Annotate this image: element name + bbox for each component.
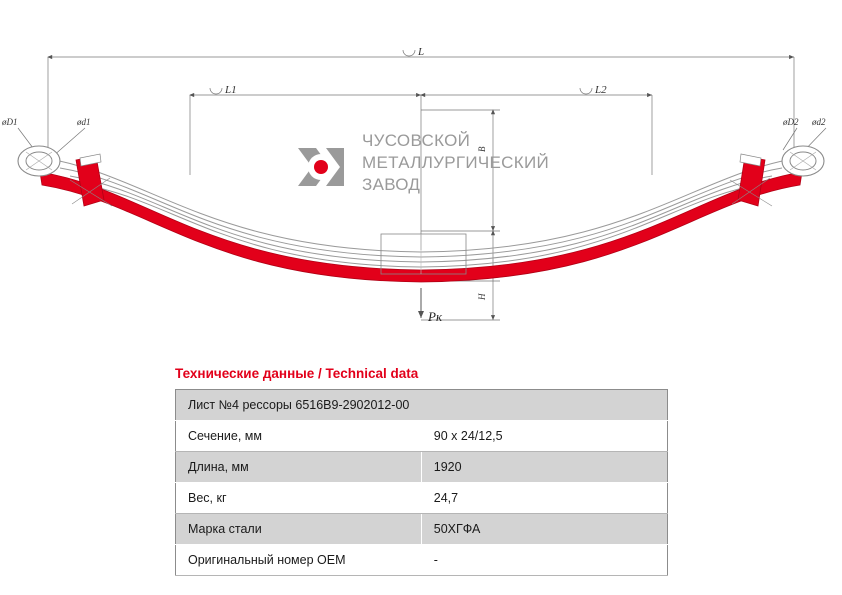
dim-label-d1: ød1 <box>77 117 91 127</box>
watermark-line-3: ЗАВОД <box>362 175 421 194</box>
centre-seat <box>381 234 466 274</box>
table-row <box>176 452 668 483</box>
row-label-section: Сечение, мм <box>176 421 422 452</box>
row-value-oem: - <box>421 545 667 576</box>
load-arrow <box>421 288 443 324</box>
dim-label-H: H <box>477 293 487 300</box>
watermark-line-1: ЧУСОВСКОЙ <box>362 131 471 150</box>
row-value-weight: 24,7 <box>421 483 667 514</box>
row-value-steel-grade: 50ХГФА <box>421 514 667 545</box>
dim-label-L1: L1 <box>225 84 237 96</box>
row-label-steel-grade: Марка стали <box>176 514 422 545</box>
table-row <box>176 545 668 576</box>
height-dimensions <box>421 110 500 320</box>
dim-label-L2: L2 <box>595 84 607 96</box>
technical-data-title: Технические данные / Technical data <box>175 366 419 381</box>
dim-label-D1: øD1 <box>2 117 18 127</box>
row-label-weight: Вес, кг <box>176 483 422 514</box>
technical-data-table <box>175 389 668 576</box>
arc-symbols <box>210 50 592 94</box>
row-value-section: 90 х 24/12,5 <box>421 421 667 452</box>
row-label-oem: Оригинальный номер ОЕМ <box>176 545 422 576</box>
right-eye <box>782 146 824 176</box>
table-row <box>176 514 668 545</box>
dim-label-L: L <box>418 46 425 58</box>
load-label: Pк <box>428 309 443 324</box>
technical-data-section <box>175 366 668 576</box>
left-eye <box>18 146 60 176</box>
dim-label-D2: øD2 <box>783 117 799 127</box>
table-row <box>176 483 668 514</box>
row-value-length: 1920 <box>421 452 667 483</box>
table-row <box>176 421 668 452</box>
table-header-cell: Лист №4 рессоры 6516В9-2902012-00 <box>176 390 668 421</box>
eye-leaders <box>18 128 826 157</box>
table-row-header <box>176 390 668 421</box>
watermark-line-2: МЕТАЛЛУРГИЧЕСКИЙ <box>362 153 549 172</box>
row-label-length: Длина, мм <box>176 452 422 483</box>
dim-label-d2: ød2 <box>812 117 826 127</box>
dim-label-B: B <box>477 146 487 152</box>
